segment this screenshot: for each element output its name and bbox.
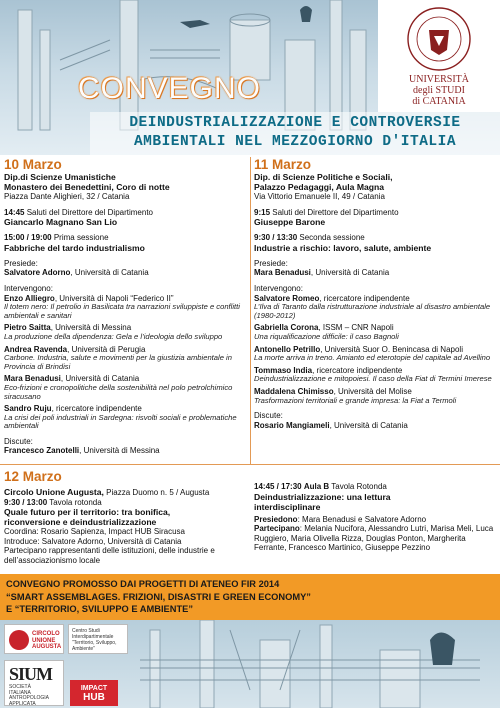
day1-greet-text: Saluti del Direttore del Dipartimento [26,207,153,217]
day3-session [4,498,247,508]
speaker-talk: L’Ilva di Taranto dalla ristrutturazione industriale al disastro ambientale (1980-2012) [254,302,491,320]
day2-speakers-label: Intervengono: [254,283,303,293]
day2b-title-line1: Deindustrializzazione: una lettura [254,491,391,502]
university-seal-icon [388,6,490,72]
day2-venue-line1: Dip. di Scienze Politiche e Sociali, [254,172,393,182]
day2-greet-time: 9:15 [254,207,271,217]
day2b-part-text: : Melania Nucifora, Alessandro Lutri, Marisa Meli, Luca Ruggiero, Maria Olivella Rizza, Douglas Ponton, Margherita Ferrante, Francesco Martinico, Giuseppe Pezzino [254,524,494,553]
day1-discussant-affil: , Università di Messina [79,446,160,456]
circolo-line: AUGUSTA [32,644,62,651]
promo-line3: E “TERRITORIO, SVILUPPO E AMBIENTE” [6,604,193,614]
speaker-talk: La produzione della dipendenza: Gela e l’ideologia dello sviluppo [4,331,223,341]
day1-discussant-label: Discute: [4,436,33,446]
speaker-affil: , ricercatore indipendente [312,365,403,375]
day1-session-title: Fabbriche del tardo industrialismo [4,242,145,253]
speaker-name: Maddalena Chimisso [254,386,334,396]
speaker-affil: , Università Suor O. Benincasa di Napoli [320,344,463,354]
university-name-line2: degli STUDI [413,85,465,96]
day2-session-title: Industrie a rischio: lavoro, salute, ambiente [254,242,432,253]
day1-session-time: 15:00 / 19:00 [4,233,52,243]
sium-logo [4,660,64,706]
speaker-talk: Deindustrializzazione e mitopoiesi. Il caso della Fiat di Termini Imerese [254,374,492,384]
day2-chair-affil: , Università di Catania [310,268,390,278]
speaker-name: Andrea Ravenda [4,344,68,354]
day2-session [254,233,496,243]
day3-venue-name: Circolo Unione Augusta, [4,487,104,497]
day3-line: Coordina: Rosario Sapienza, Impact HUB Siracusa [4,527,185,537]
day1-session [4,233,247,243]
speaker-talk: Carbone. Industria, salute e movimenti per la giustizia ambientale in Provincia di Brindisi [4,353,232,371]
circolo-unione-augusta-logo [4,624,64,654]
speaker-name: Mara Benadusi [4,374,61,384]
day1-chair-affil: , Università di Catania [70,268,149,278]
sium-line: ITALIANA [9,689,31,696]
day2-address: Via Vittorio Emanuele II, 49 / Catania [254,192,385,201]
day2b-title-line2: interdisciplinare [254,501,321,512]
university-logo [378,0,500,112]
university-name-line3: di CATANIA [412,96,466,107]
speaker-talk: Il totem nero: Il petrolio in Basilicata tra narrazioni sviluppiste e conflitti ambientali e sanitari [4,302,240,320]
speaker-name: Enzo Alliegro [4,293,55,303]
impact-line: IMPACT [80,685,108,692]
day2-discussant-name: Rosario Mangiameli [254,420,330,430]
impact-hub-logo [70,680,118,706]
day1-venue-line1: Dip.di Scienze Umanistiche [4,172,116,182]
promo-band [0,574,500,620]
day2b-time: 14:45 / 17:30 [254,482,302,491]
speaker-name: Tommaso India [254,365,313,375]
day2-session-label: Seconda sessione [299,233,365,243]
day2b-room: Aula B [303,482,330,491]
day2b-session [254,482,496,492]
day2b-label: Tavola Rotonda [331,482,387,491]
university-name [378,74,500,107]
day2-greet-text: Saluti del Direttore del Dipartimento [272,207,399,217]
circolo-line: UNIONE [32,637,56,644]
centro-line: Ambiente” [72,646,95,652]
day3-line: Introduce: Salvatore Adorno, Università di Catania [4,536,182,546]
day2b-part-label: Partecipano [254,524,300,534]
day2-greet-name: Giuseppe Barone [254,217,326,228]
day3-title-line1: Quale futuro per il territorio: tra bonifica, [4,507,171,518]
day2-venue-line2: Palazzo Pedagaggi, Aula Magna [254,182,385,192]
day1-discussant-name: Francesco Zanotelli [4,446,80,456]
speaker-affil: , ricercatore indipendente [51,404,142,414]
sium-line: APPLICATA [9,700,36,707]
day1-address: Piazza Dante Alighieri, 32 / Catania [4,192,130,201]
centro-line: “Territorio, Sviluppo, [72,640,117,646]
section-divider [0,464,500,465]
day1-greet-time: 14:45 [4,207,25,217]
day2-discussant-affil: , Università di Catania [329,420,408,430]
header-banner [0,0,500,155]
speaker-talk: Eco-frizioni e cronopolitiche della sostenibilità nel polo petrolchimico siracusano [4,382,233,401]
convegno-heading: CONVEGNO [78,72,262,105]
day3-program [4,469,247,566]
sium-mark: SIUM [9,664,53,684]
day2b-chair [254,515,496,525]
speaker-affil: , ricercatore indipendente [319,293,410,303]
day1-program [4,157,247,456]
speaker-talk: Trasformazioni territoriali e grande impresa: la Fiat a Termoli [254,395,457,405]
day1-greet-name: Giancarlo Magnano San Lio [4,217,118,228]
day3-label: Tavola rotonda [49,497,102,507]
speaker-affil: , Università di Napoli “Federico II” [54,293,174,303]
centro-line: Centro Studi [72,628,100,634]
day3-line: Partecipano rappresentanti delle istituzioni, delle industrie e dell’associazionismo locale [4,546,215,565]
day2-chair-label: Presiede: [254,258,288,268]
day1-date: 10 Marzo [4,157,62,172]
day2-date: 11 Marzo [254,157,312,172]
day3-title-line2: riconversione e deindustrializzazione [4,517,157,528]
footer-banner [0,620,500,708]
day3-venue [4,487,247,498]
day1-chair [4,268,247,278]
promo-line2: “SMART ASSEMBLAGES. FRIZIONI, DISASTRI E GREEN ECONOMY” [6,591,311,602]
day3-time: 9:30 / 13:00 [4,497,48,507]
circolo-line: CIRCOLO [32,631,60,637]
day1-session-label: Prima sessione [53,233,109,243]
speaker-talk: La morte arriva in treno. Amianto ed eterotopie del capitale ad Avellino [254,353,491,363]
day1-venue-line2: Monastero dei Benedettini, Coro di notte [4,182,170,192]
day2-session-time: 9:30 / 13:30 [254,233,298,243]
centro-line: Interdipartimentale [72,634,114,640]
day2b-chair-text: : Mara Benadusi e Salvatore Adorno [297,514,427,524]
university-name-line1: UNIVERSITÀ [409,74,469,85]
sium-line: ANTROPOLOGIA [9,695,50,702]
speaker-talk: Una riqualificazione difficile: il caso Bagnoli [254,331,399,341]
speaker-affil: , Università del Molise [333,386,412,396]
day1-chair-label: Presiede: [4,258,38,268]
sium-line: SOCIETÀ [9,684,31,690]
speaker-name: Antonello Petrillo [254,344,321,354]
speaker-affil: , Università di Messina [50,323,132,333]
speaker-name: Salvatore Romeo [254,293,320,303]
day3-date: 12 Marzo [4,469,62,484]
day2-afternoon-program [254,482,496,553]
conference-title-line2: AMBIENTALI NEL MEZZOGIORNO D'ITALIA [133,134,457,150]
speaker-name: Sandro Ruju [4,404,52,414]
day1-speakers-label: Intervengono: [4,283,53,293]
day3-venue-address: Piazza Duomo n. 5 / Augusta [103,488,210,497]
day2-chair-name: Mara Benadusi [254,268,311,278]
conference-title [90,112,500,155]
speaker-affil: , Università di Catania [60,374,140,384]
column-divider [250,157,251,464]
impact-line: HUB [83,692,105,703]
day2-program [254,157,496,430]
speaker-name: Pietro Saitta [4,323,51,333]
day2-discussant-label: Discute: [254,411,283,421]
circolo-emblem-icon [9,630,29,650]
day2-chair [254,268,496,278]
centro-studi-logo [68,624,128,654]
day2-discussant [254,421,496,431]
day1-discussant [4,446,247,456]
conference-title-line1: DEINDUSTRIALIZZAZIONE E CONTROVERSIE [129,115,461,131]
promo-line1: CONVEGNO PROMOSSO DAI PROGETTI DI ATENEO FIR 2014 [6,579,280,589]
day2-greetings [254,208,496,218]
speaker-affil: , ISSM – CNR Napoli [318,323,394,333]
speaker-talk: La crisi dei poli industriali in Sardegna: risvolti sociali e problematiche ambientali [4,412,237,431]
day1-chair-name: Salvatore Adorno [4,268,71,278]
speaker-name: Gabriella Corona [254,323,319,333]
day2b-participants [254,524,496,553]
day2b-chair-label: Presiedono [254,514,298,524]
speaker-affil: , Università di Perugia [67,344,146,354]
day1-greetings [4,208,247,218]
